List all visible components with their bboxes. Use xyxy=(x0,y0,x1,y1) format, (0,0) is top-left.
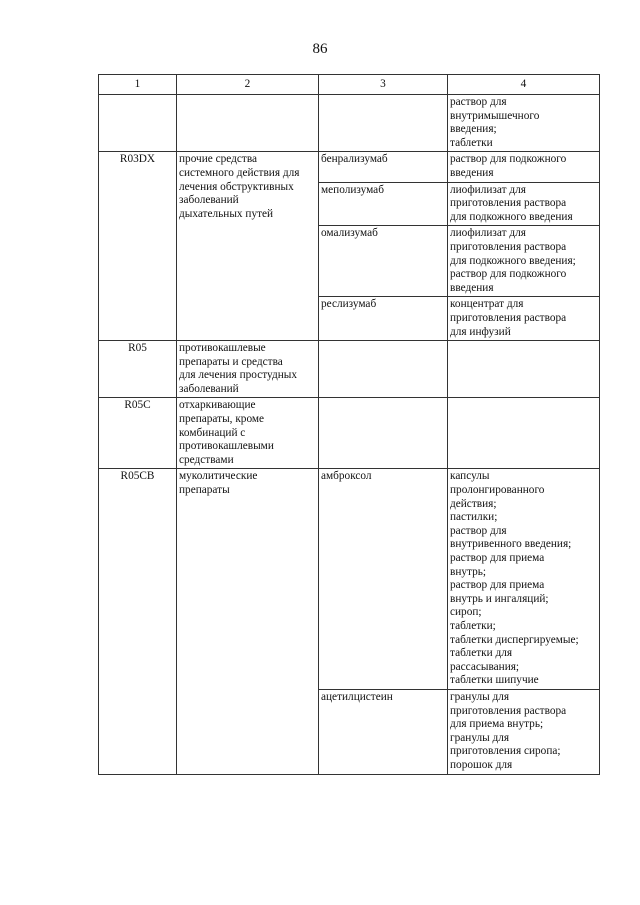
drug-name-cell xyxy=(319,341,448,398)
column-header-3: 3 xyxy=(319,75,448,95)
text-line: для лечения простудных xyxy=(179,369,297,382)
text-line: системного действия для xyxy=(179,166,300,179)
text-line: таблетки диспергируемые; xyxy=(450,633,579,646)
text-line: дыхательных путей xyxy=(179,207,274,220)
code-cell: R05CB xyxy=(99,469,177,774)
description-cell xyxy=(177,469,319,774)
text-line: пролонгированного xyxy=(450,484,545,497)
group-row xyxy=(99,152,600,182)
text-line: для подкожного введения xyxy=(450,210,573,223)
text-line: приготовления раствора xyxy=(450,240,567,253)
text-line: пастилки; xyxy=(450,511,498,524)
text-line: раствор для xyxy=(450,524,507,537)
drug-name-cell xyxy=(319,398,448,469)
column-header-4: 4 xyxy=(448,75,600,95)
dosage-form-line: введения; xyxy=(450,123,497,136)
text-line: препараты xyxy=(179,484,230,497)
code-cell xyxy=(99,95,177,152)
text-line: муколитические xyxy=(179,470,258,483)
drug-name-cell: омализумаб xyxy=(319,226,448,297)
text-line: приготовления раствора xyxy=(450,704,567,717)
code-cell: R05C xyxy=(99,398,177,469)
text-line: внутривенного введения; xyxy=(450,538,572,551)
text-line: заболеваний xyxy=(179,194,239,207)
drug-name-cell: реслизумаб xyxy=(319,297,448,341)
text-line: действия; xyxy=(450,497,497,510)
text-line: прочие средства xyxy=(179,153,258,166)
column-header-1: 1 xyxy=(99,75,177,95)
text-line: введения xyxy=(450,281,494,294)
text-line: для инфузий xyxy=(450,325,511,338)
drug-name-cell: меполизумаб xyxy=(319,182,448,226)
dosage-form-cell xyxy=(448,95,600,152)
text-line: внутрь и ингаляций; xyxy=(450,592,549,605)
text-line: раствор для приема xyxy=(450,579,545,592)
drug-name-cell: амброксол xyxy=(319,469,448,690)
drug-name-cell: ацетилцистеин xyxy=(319,689,448,774)
description-cell xyxy=(177,341,319,398)
text-line: препараты и средства xyxy=(179,355,283,368)
text-line: для подкожного введения; xyxy=(450,254,576,267)
text-line: введения xyxy=(450,166,494,179)
dosage-form-cell xyxy=(448,689,600,774)
dosage-form-cell xyxy=(448,297,600,341)
drug-name-cell: бенрализумаб xyxy=(319,152,448,182)
drug-name-cell xyxy=(319,95,448,152)
text-line: противокашлевыми xyxy=(179,440,274,453)
dosage-form-cell xyxy=(448,469,600,690)
medication-table xyxy=(98,74,600,775)
text-line: гранулы для xyxy=(450,690,510,703)
text-line: таблетки для xyxy=(450,647,513,660)
dosage-form-cell xyxy=(448,182,600,226)
text-line: раствор для приема xyxy=(450,552,545,564)
continuation-row xyxy=(99,95,600,152)
text-line: противокашлевые xyxy=(179,342,266,355)
code-cell: R03DX xyxy=(99,152,177,341)
text-line: таблетки шипучие xyxy=(450,674,539,687)
text-line: таблетки; xyxy=(450,619,496,632)
text-line: внутрь; xyxy=(450,565,487,578)
page-number: 86 xyxy=(312,41,328,57)
text-line: приготовления раствора xyxy=(450,311,567,324)
text-line: концентрат для xyxy=(450,298,524,311)
group-row xyxy=(99,469,600,690)
text-line: приготовления сиропа; xyxy=(450,745,561,758)
column-header-2: 2 xyxy=(177,75,319,95)
text-line: рассасывания; xyxy=(450,660,520,673)
text-line: лиофилизат для xyxy=(450,183,526,196)
text-line: приготовления раствора xyxy=(450,197,567,210)
description-cell xyxy=(177,152,319,341)
description-cell xyxy=(177,95,319,152)
text-line: отхаркивающие xyxy=(179,399,256,412)
text-line: порошок для xyxy=(450,758,513,771)
dosage-form-cell xyxy=(448,152,600,182)
dosage-form-line: таблетки xyxy=(450,136,493,149)
text-line: гранулы для xyxy=(450,731,510,744)
table-body xyxy=(99,95,600,775)
text-line: капсулы xyxy=(450,470,490,483)
text-line: сироп; xyxy=(450,606,482,619)
text-line: раствор для подкожного xyxy=(450,153,567,166)
text-line: заболеваний xyxy=(179,382,239,395)
description-cell xyxy=(177,398,319,469)
text-line: средствами xyxy=(179,453,234,466)
text-line: комбинаций с xyxy=(179,426,246,439)
text-line: лиофилизат для xyxy=(450,227,526,240)
dosage-form-cell xyxy=(448,226,600,297)
dosage-form-cell xyxy=(448,398,600,469)
group-row xyxy=(99,398,600,469)
text-line: лечения обструктивных xyxy=(179,180,294,193)
text-line: препараты, кроме xyxy=(179,413,265,426)
dosage-form-cell xyxy=(448,341,600,398)
header-row xyxy=(99,75,600,95)
text-line: раствор для подкожного xyxy=(450,268,567,281)
group-row xyxy=(99,341,600,398)
code-cell: R05 xyxy=(99,341,177,398)
text-line: для приема внутрь; xyxy=(450,718,544,731)
dosage-form-line: раствор для xyxy=(450,96,507,108)
dosage-form-line: внутримышечного xyxy=(450,109,540,122)
